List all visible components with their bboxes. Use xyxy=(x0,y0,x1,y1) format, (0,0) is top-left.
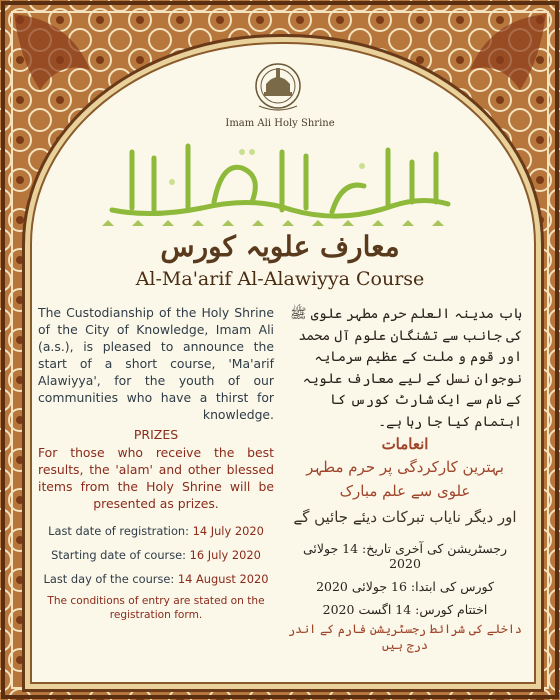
registration-date-line xyxy=(38,524,274,538)
urdu-prizes-line-1: بہترین کارکردگی پر حرم مطہر علوی سے علم مبارک xyxy=(306,458,504,500)
shrine-emblem-icon xyxy=(247,62,309,118)
urdu-column xyxy=(288,304,522,653)
urdu-conditions: داخلے کی شرائط رجسٹریشن فارم کے اندر درج ہیں xyxy=(288,622,522,652)
english-conditions: The conditions of entry are stated on the registration form. xyxy=(47,595,265,621)
start-date: 16 July 2020 xyxy=(189,548,261,562)
english-prizes-text: For those who receive the best results, the 'alam' and other blessed items from the Holy Shrine will be presented as prizes. xyxy=(38,445,274,511)
urdu-start-date: کورس کی ابتدا: 16 جولائی 2020 xyxy=(316,579,494,594)
course-title-english: Al-Ma'arif Al-Alawiyya Course xyxy=(135,268,425,290)
urdu-registration-date: رجسٹریشن کی آخری تاریخ: 14 جولائی 2020 xyxy=(302,541,508,571)
english-intro: The Custodianship of the Holy Shrine of the City of Knowledge, Imam Ali (a.s.), is pleased to announce the start of a short course, 'Ma'arif Alawiyya', for the youth of our communities who have a thirst for knowledge. xyxy=(38,305,274,422)
logo-caption: Imam Ali Holy Shrine xyxy=(225,118,335,129)
start-label: Starting date of course: xyxy=(51,548,187,562)
end-date-line xyxy=(38,572,274,586)
registration-date: 14 July 2020 xyxy=(192,524,264,538)
registration-label: Last date of registration: xyxy=(48,524,189,538)
urdu-prizes-line-2: اور دیگر نایاب تبرکات دیئے جائیں گے xyxy=(293,508,517,526)
urdu-prizes-heading: انعامات xyxy=(381,435,429,453)
end-date: 14 August 2020 xyxy=(177,572,269,586)
urdu-end-date: اختتام کورس: 14 اگست 2020 xyxy=(322,602,488,617)
english-prizes-heading: PRIZES xyxy=(133,427,179,442)
start-date-line xyxy=(38,548,274,562)
end-label: Last day of the course: xyxy=(43,572,175,586)
english-column xyxy=(38,304,274,622)
urdu-intro: باب مدینہ العلم حرم مطہر علوی ﷺ کی جانب سے تشنگان علوم آل محمد اور قوم و ملت کے عظیم سرمایہ نوجوان نسل کے لیے معارف علویہ کے نام سے ایک شارٹ کورس کا اہتمام کیا جا رہا ہے۔ xyxy=(290,306,522,430)
calligraphy-banner xyxy=(92,132,468,232)
course-title-urdu: معارف علویہ کورس xyxy=(160,230,400,263)
